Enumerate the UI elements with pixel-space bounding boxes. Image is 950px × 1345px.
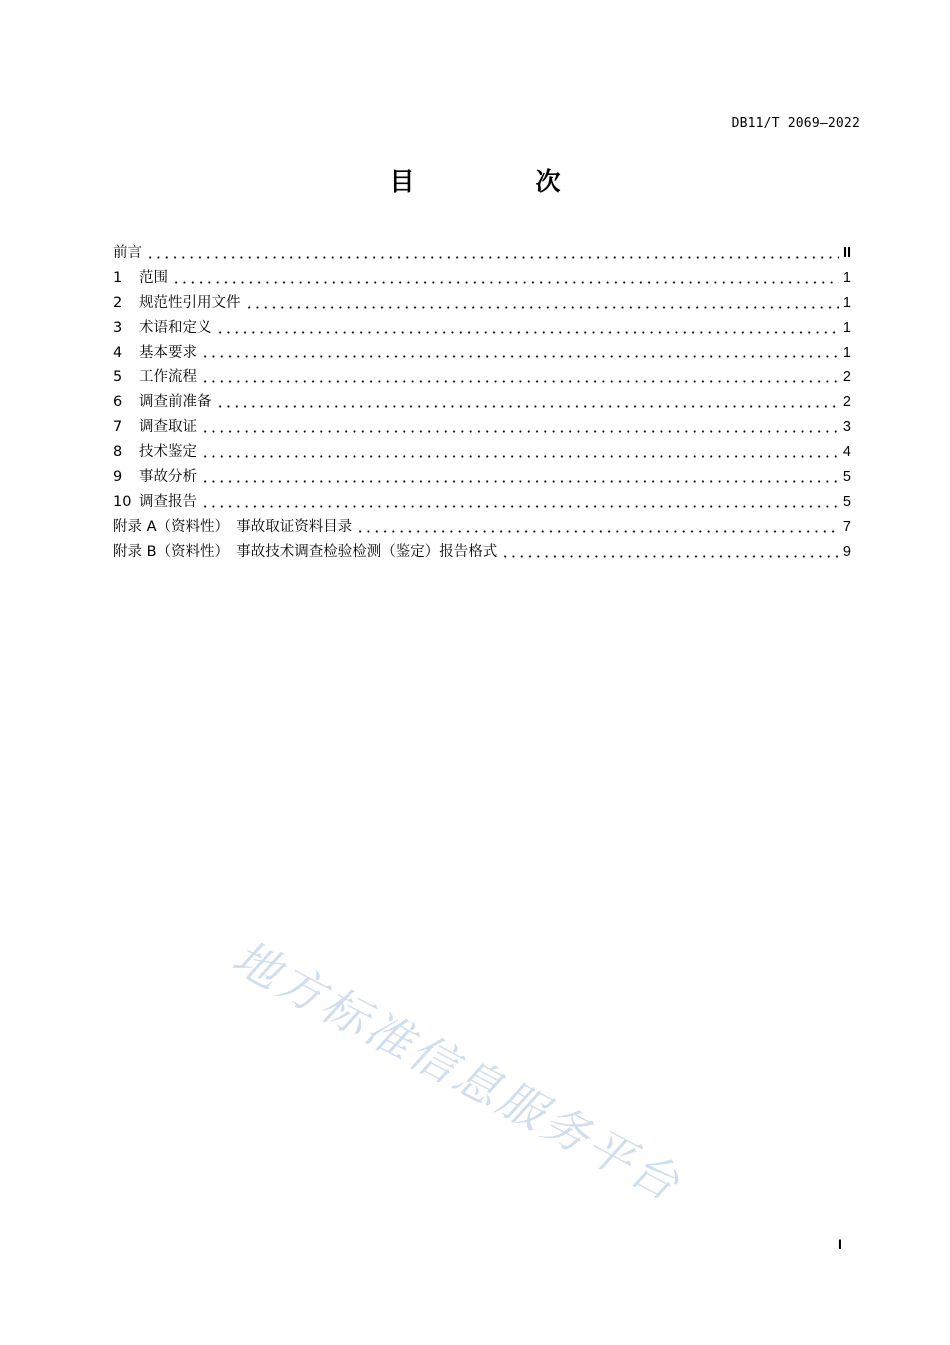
toc-entry-number: 8 — [113, 444, 123, 461]
toc-entry[interactable] — [113, 515, 851, 540]
dot-leader — [501, 555, 839, 558]
dot-leader — [216, 331, 839, 334]
toc-entry-page: 1 — [842, 344, 851, 361]
toc-entry-label — [113, 266, 168, 291]
toc-entry-page: 2 — [842, 369, 851, 386]
dot-leader — [172, 281, 839, 284]
toc-entry-page: 7 — [842, 518, 851, 535]
toc-entry-page: 9 — [842, 543, 851, 560]
toc-entry-label — [113, 490, 197, 515]
dot-leader — [146, 256, 839, 259]
toc-entry-label — [113, 540, 497, 565]
toc-entry-text: 规范性引用文件 — [139, 294, 241, 311]
toc-entry-text: 附录 B（资料性） 事故技术调查检验检测（鉴定）报告格式 — [113, 543, 498, 560]
dot-leader — [201, 355, 839, 358]
toc-entry-number: 2 — [113, 294, 123, 311]
toc-entry[interactable] — [113, 266, 851, 291]
toc-entry-text: 技术鉴定 — [139, 444, 197, 461]
toc-entry-number: 6 — [113, 394, 123, 411]
toc-entry-text: 工作流程 — [139, 369, 197, 386]
toc-entry[interactable] — [113, 291, 851, 316]
toc-entry-page: 1 — [842, 294, 851, 311]
toc-entry[interactable] — [113, 390, 851, 415]
dot-leader — [201, 455, 839, 458]
toc-entry-number: 7 — [113, 419, 123, 436]
page-title: 目 次 — [389, 167, 609, 196]
toc-entry-label — [113, 341, 197, 366]
toc-entry[interactable] — [113, 341, 851, 366]
toc-entry-page: II — [842, 245, 851, 261]
page-number: I — [838, 1236, 842, 1252]
toc-entry[interactable] — [113, 415, 851, 440]
dot-leader — [201, 380, 839, 383]
toc-entry[interactable] — [113, 490, 851, 515]
toc-entry-page: 2 — [842, 394, 851, 411]
dot-leader — [201, 480, 839, 483]
dot-leader — [201, 505, 839, 508]
toc-entry-text: 范围 — [139, 269, 168, 286]
toc-entry-number: 5 — [113, 369, 123, 386]
toc-entry-label — [113, 440, 197, 465]
toc-entry-text: 事故分析 — [139, 469, 197, 486]
dot-leader — [216, 405, 839, 408]
toc-entry-number: 3 — [113, 319, 123, 336]
toc-entry-number: 4 — [113, 344, 123, 361]
toc-entry-page: 4 — [842, 444, 851, 461]
toc-entry-label — [113, 390, 212, 415]
toc-entry-text: 基本要求 — [139, 344, 197, 361]
toc-entry-page: 5 — [842, 493, 851, 510]
toc-entry[interactable] — [113, 440, 851, 465]
toc-entry-label — [113, 515, 352, 540]
toc-entry-text: 调查前准备 — [139, 394, 212, 411]
toc-entry-label — [113, 415, 197, 440]
table-of-contents — [113, 241, 851, 565]
toc-entry-text: 附录 A（资料性） 事故取证资料目录 — [113, 518, 353, 535]
toc-entry-page: 1 — [842, 319, 851, 336]
dot-leader — [201, 430, 839, 433]
toc-entry-text: 调查报告 — [139, 493, 197, 510]
dot-leader — [245, 306, 839, 309]
toc-entry[interactable] — [113, 316, 851, 341]
toc-entry-label — [113, 241, 142, 266]
toc-entry-text: 调查取证 — [139, 419, 197, 436]
toc-entry-label — [113, 291, 241, 316]
toc-entry-label — [113, 465, 197, 490]
toc-entry-label — [113, 316, 212, 341]
toc-entry-page: 1 — [842, 269, 851, 286]
watermark: 地方标准信息服务平台 — [223, 929, 691, 1213]
toc-entry-label — [113, 365, 197, 390]
toc-entry-number: 9 — [113, 469, 123, 486]
toc-entry-number: 10 — [113, 493, 132, 510]
toc-entry-text: 术语和定义 — [139, 319, 212, 336]
toc-entry[interactable] — [113, 540, 851, 565]
toc-entry-number: 1 — [113, 269, 123, 286]
toc-entry[interactable] — [113, 365, 851, 390]
document-code: DB11/T 2069—2022 — [731, 116, 860, 131]
toc-entry-page: 3 — [842, 419, 851, 436]
dot-leader — [356, 530, 839, 533]
toc-entry[interactable] — [113, 241, 851, 266]
toc-entry-page: 5 — [842, 469, 851, 486]
toc-entry[interactable] — [113, 465, 851, 490]
toc-entry-text: 前言 — [113, 245, 142, 261]
